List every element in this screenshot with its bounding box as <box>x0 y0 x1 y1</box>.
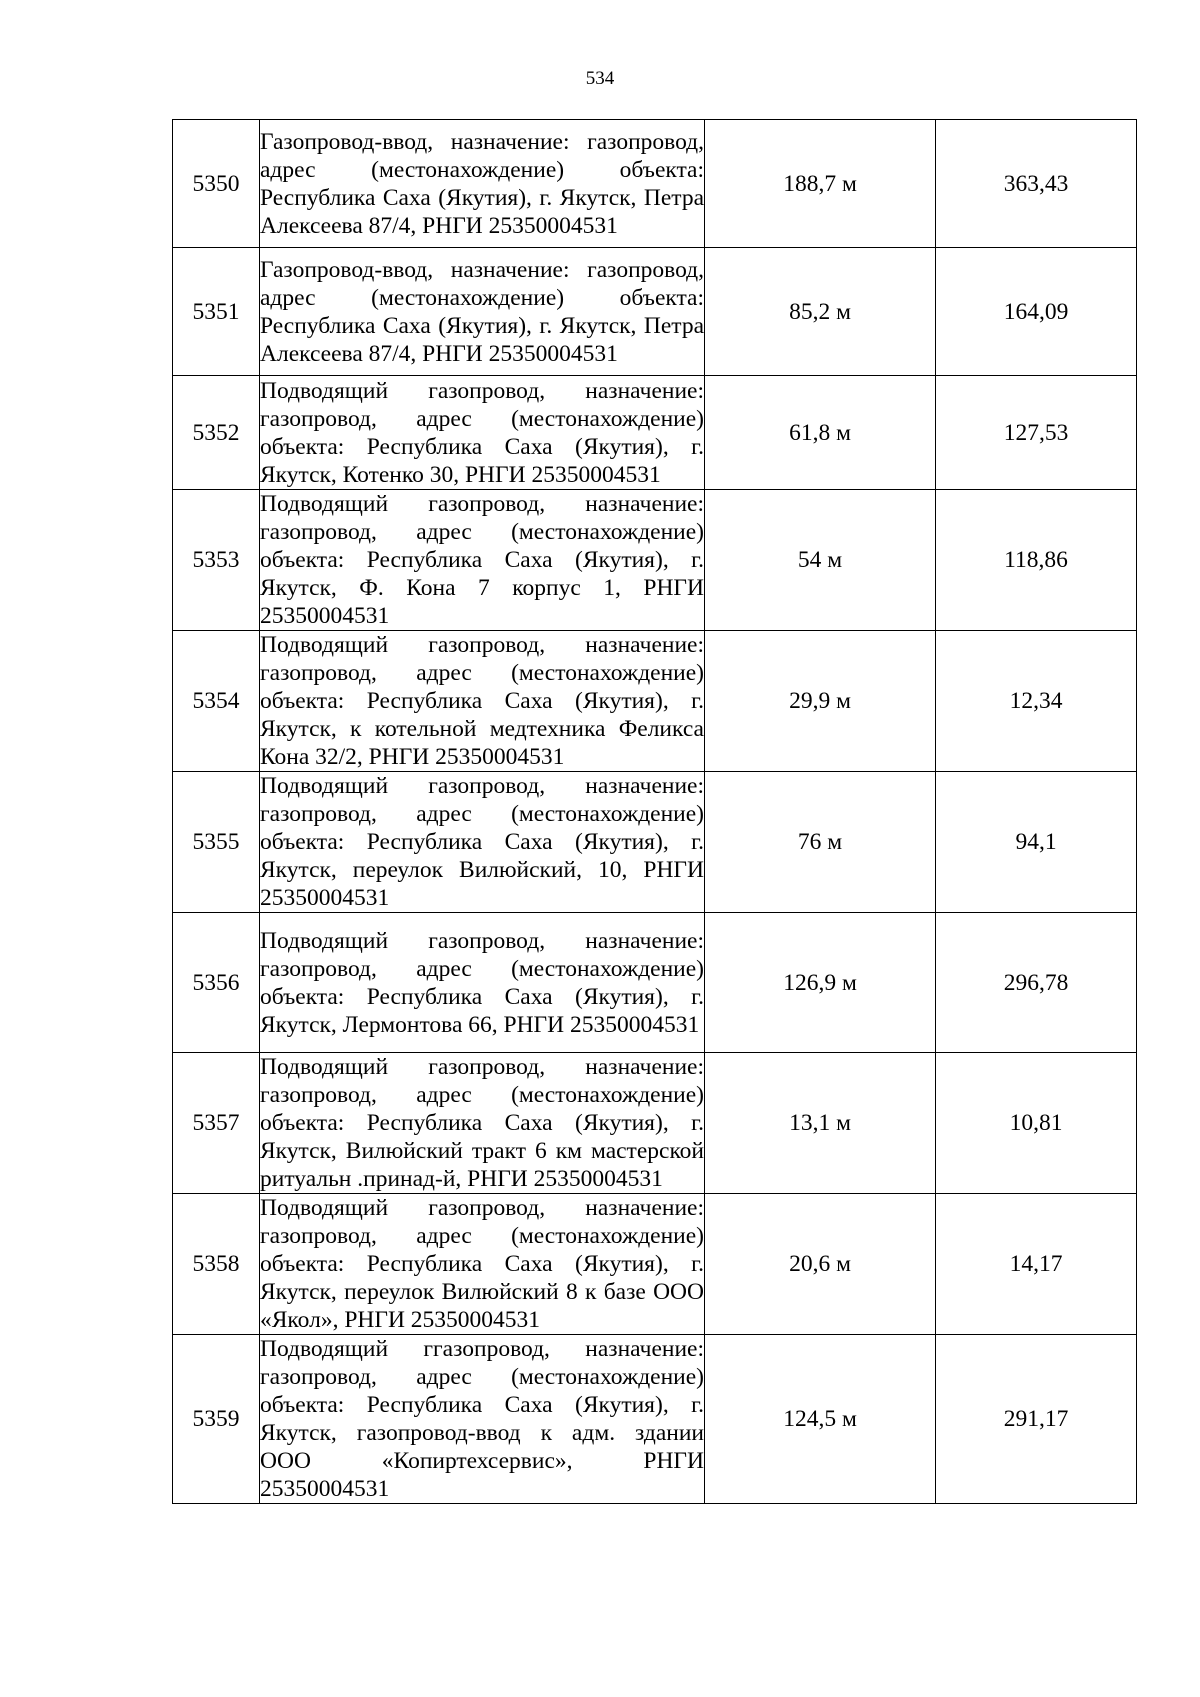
row-number: 5357 <box>173 1053 260 1194</box>
table-row <box>173 376 1137 490</box>
object-value: 296,78 <box>936 913 1137 1053</box>
object-length: 29,9 м <box>705 631 936 772</box>
table-row <box>173 1335 1137 1504</box>
row-number: 5351 <box>173 248 260 376</box>
object-description: Газопровод-ввод, назначение: газопровод, адрес (местонахождение) объекта: Республика Саха (Якутия), г. Якутск, Петра Алексеева 87/4, РНГИ 25350004531 <box>260 248 705 376</box>
object-description: Подводящий газопровод, назначение: газопровод, адрес (местонахождение) объекта: Республика Саха (Якутия), г. Якутск, переулок Вилюйский, 10, РНГИ 25350004531 <box>260 773 704 911</box>
object-value: 14,17 <box>936 1194 1137 1335</box>
object-description: Подводящий газопровод, назначение: газопровод, адрес (местонахождение) объекта: Республика Саха (Якутия), г. Якутск, к котельной медтехника Феликса Кона 32/2, РНГИ 25350004531 <box>260 632 704 770</box>
row-number: 5352 <box>173 376 260 490</box>
object-length: 188,7 м <box>705 120 936 248</box>
property-table <box>172 119 1137 1504</box>
row-number: 5359 <box>173 1335 260 1504</box>
object-description: Газопровод-ввод, назначение: газопровод, адрес (местонахождение) объекта: Республика Саха (Якутия), г. Якутск, Петра Алексеева 87/4, РНГИ 25350004531 <box>260 120 705 248</box>
object-description: Подводящий газопровод, назначение: газопровод, адрес (местонахождение) объекта: Республика Саха (Якутия), г. Якутск, Котенко 30, РНГИ 25350004531 <box>260 377 704 488</box>
table-row <box>173 248 1137 376</box>
object-description: Подводящий газопровод, назначение: газопровод, адрес (местонахождение) объекта: Республика Саха (Якутия), г. Якутск, Ф. Кона 7 корпус 1, РНГИ 25350004531 <box>260 491 704 629</box>
object-length: 124,5 м <box>705 1335 936 1504</box>
object-value: 127,53 <box>936 376 1137 490</box>
row-number: 5355 <box>173 772 260 913</box>
row-number: 5350 <box>173 120 260 248</box>
page-number: 534 <box>585 68 615 89</box>
table-row <box>173 1053 1137 1194</box>
object-value: 363,43 <box>936 120 1137 248</box>
object-description: Подводящий газопровод, назначение: газопровод, адрес (местонахождение) объекта: Республика Саха (Якутия), г. Якутск, переулок Вилюйский 8 к базе ООО «Якол», РНГИ 25350004531 <box>260 1195 704 1333</box>
object-length: 61,8 м <box>705 376 936 490</box>
row-number: 5358 <box>173 1194 260 1335</box>
table-row <box>173 120 1137 248</box>
object-length: 126,9 м <box>705 913 936 1053</box>
object-length: 85,2 м <box>705 248 936 376</box>
table-row <box>173 913 1137 1053</box>
table-row <box>173 1194 1137 1335</box>
object-length: 13,1 м <box>705 1053 936 1194</box>
object-value: 118,86 <box>936 490 1137 631</box>
row-number: 5354 <box>173 631 260 772</box>
object-description: Подводящий ггазопровод, назначение: газопровод, адрес (местонахождение) объекта: Республика Саха (Якутия), г. Якутск, газопровод-ввод к адм. здании ООО «Копиртехсервис», РНГИ 25350004531 <box>260 1336 704 1502</box>
object-value: 94,1 <box>936 772 1137 913</box>
object-description: Подводящий газопровод, назначение: газопровод, адрес (местонахождение) объекта: Республика Саха (Якутия), г. Якутск, Вилюйский тракт 6 км мастерской ритуальн .принад-й, РНГИ 25350004531 <box>260 1054 704 1192</box>
object-value: 10,81 <box>936 1053 1137 1194</box>
table-row <box>173 772 1137 913</box>
row-number: 5353 <box>173 490 260 631</box>
table-row <box>173 631 1137 772</box>
object-length: 76 м <box>705 772 936 913</box>
object-description: Подводящий газопровод, назначение: газопровод, адрес (местонахождение) объекта: Республика Саха (Якутия), г. Якутск, Лермонтова 66, РНГИ 25350004531 <box>260 913 705 1053</box>
table-row <box>173 490 1137 631</box>
table-body <box>173 120 1137 1504</box>
row-number: 5356 <box>173 913 260 1053</box>
object-length: 20,6 м <box>705 1194 936 1335</box>
object-length: 54 м <box>705 490 936 631</box>
object-value: 291,17 <box>936 1335 1137 1504</box>
object-value: 164,09 <box>936 248 1137 376</box>
object-value: 12,34 <box>936 631 1137 772</box>
